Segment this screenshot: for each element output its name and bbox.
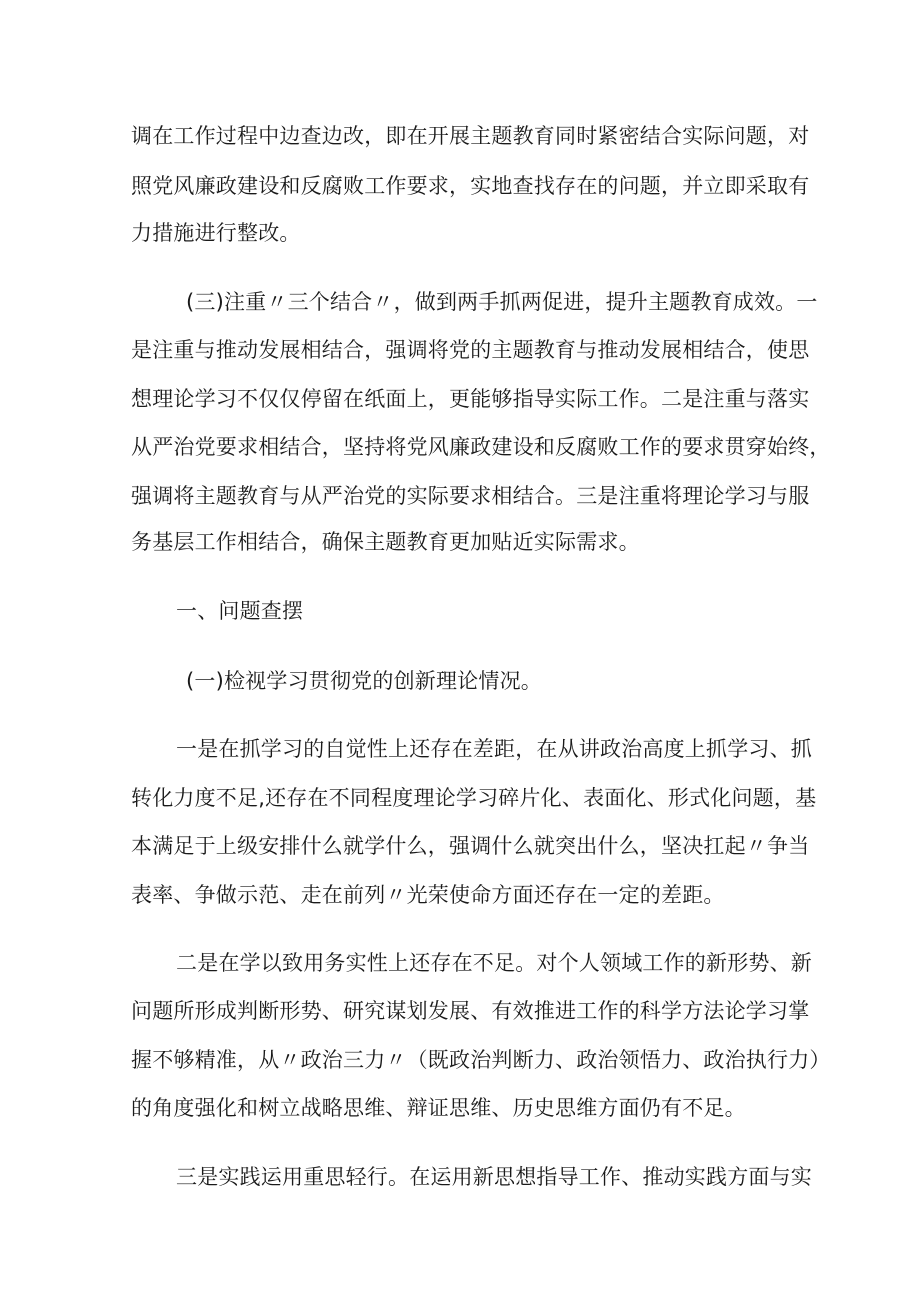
paragraph-2-line-1: (三)注重〃三个结合〃，做到两手抓两促进，提升主题教育成效。一 — [186, 290, 818, 314]
paragraph-3-line-2: 转化力度不足,还存在不同程度理论学习碎片化、表面化、形式化问题，基 — [131, 786, 817, 810]
paragraph-5-line-1: 三是实践运用重思轻行。在运用新思想指导工作、推动实践方面与实 — [176, 1165, 812, 1189]
paragraph-1-line-1: 调在工作过程中边查边改，即在开展主题教育同时紧密结合实际问题，对 — [131, 124, 810, 148]
paragraph-4-line-3: 握不够精准，从〃政治三力〃（既政治判断力、政治领悟力、政治执行力） — [131, 1048, 831, 1072]
paragraph-2-line-6: 务基层工作相结合，确保主题教育更加贴近实际需求。 — [131, 530, 640, 554]
paragraph-4-line-2: 问题所形成判断形势、研究谋划发展、有效推进工作的科学方法论学习掌 — [131, 999, 810, 1023]
paragraph-3-line-4: 表率、争做示范、走在前列〃光荣使命方面还存在一定的差距。 — [131, 883, 725, 907]
paragraph-4-line-1: 二是在学以致用务实性上还存在不足。对个人领域工作的新形势、新 — [176, 951, 812, 975]
paragraph-3-line-1: 一是在抓学习的自觉性上还存在差距，在从讲政治高度上抓学习、抓 — [176, 737, 812, 761]
paragraph-1-line-2: 照党风廉政建设和反腐败工作要求，实地查找存在的问题，并立即采取有 — [131, 174, 810, 198]
subsection-heading: (一)检视学习贯彻党的创新理论情况。 — [186, 669, 542, 693]
section-heading: 一、问题查摆 — [176, 599, 304, 623]
paragraph-2-line-5: 强调将主题教育与从严治党的实际要求相结合。三是注重将理论学习与服 — [131, 484, 810, 508]
paragraph-4-line-4: 的角度强化和树立战略思维、辩证思维、历史思维方面仍有不足。 — [131, 1096, 746, 1120]
paragraph-2-line-4: 从严治党要求相结合，坚持将党风廉政建设和反腐败工作的要求贯穿始终， — [131, 435, 831, 459]
paragraph-1-line-3: 力措施进行整改。 — [131, 221, 301, 245]
paragraph-2-line-3: 想理论学习不仅仅停留在纸面上，更能够指导实际工作。二是注重与落实 — [131, 387, 810, 411]
paragraph-3-line-3: 本满足于上级安排什么就学什么，强调什么就突出什么，坚决扛起〃争当 — [131, 834, 810, 858]
paragraph-2-line-2: 是注重与推动发展相结合，强调将党的主题教育与推动发展相结合，使思 — [131, 338, 810, 362]
